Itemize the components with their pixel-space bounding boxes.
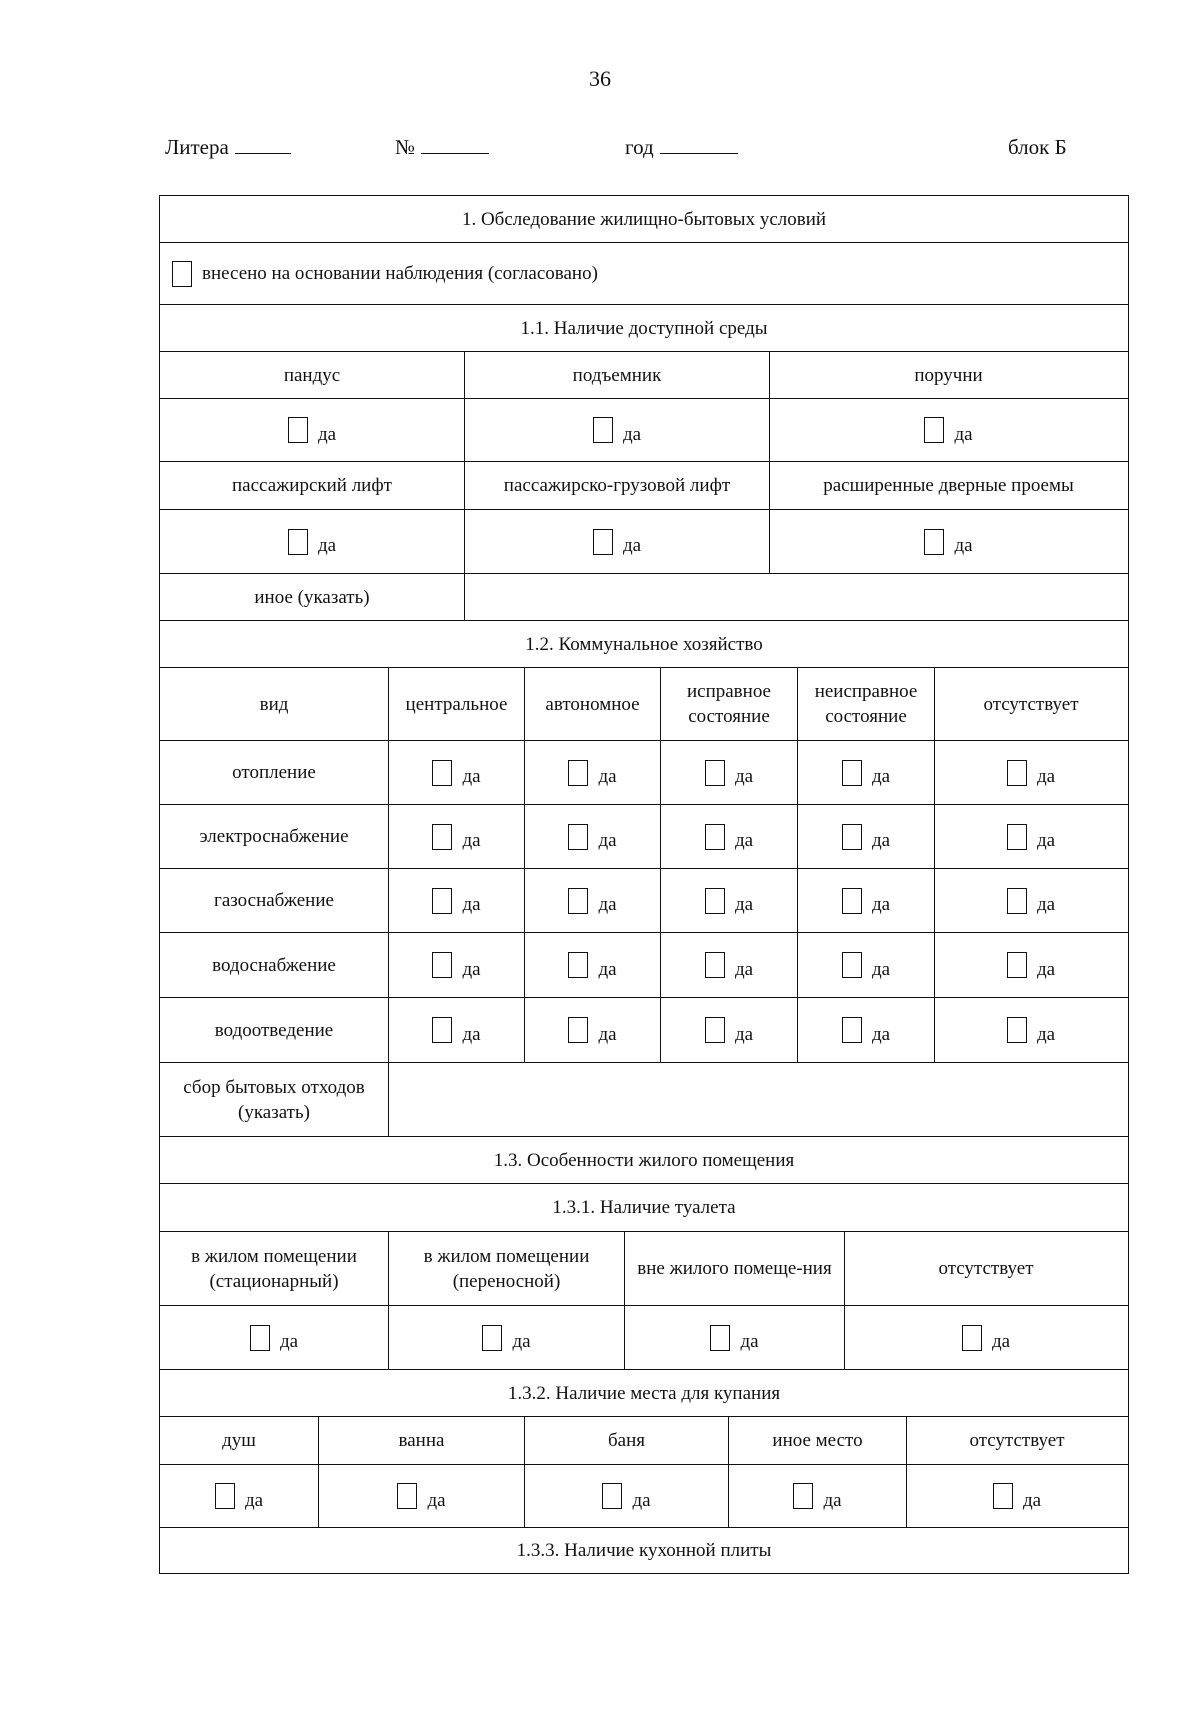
bath-checkbox[interactable] [318, 1465, 524, 1527]
number-field[interactable] [395, 135, 489, 160]
checkbox-box[interactable] [568, 760, 588, 786]
utilities-row [160, 998, 1128, 1063]
wide-doors-checkbox[interactable] [769, 510, 1127, 573]
survey-form [159, 195, 1129, 1574]
litera-field[interactable] [165, 135, 291, 160]
other-place-checkbox[interactable] [728, 1465, 906, 1527]
toilet-outside-checkbox[interactable] [624, 1306, 844, 1369]
accessibility-title: 1.1. Наличие доступной среды [520, 317, 768, 339]
utilities-col-central: центральное [388, 668, 524, 740]
yes-label: да [462, 958, 481, 980]
yes-label: да [1036, 830, 1056, 851]
number-label: № [395, 135, 416, 159]
stove-title-row [160, 1528, 1128, 1573]
yes-label: да [1036, 894, 1056, 915]
utility-faulty-checkbox[interactable] [797, 869, 934, 932]
bathing-title-row [160, 1370, 1128, 1417]
checkbox-box[interactable] [1007, 760, 1027, 786]
yes-label: да [991, 1331, 1011, 1352]
col-freight-lift: пассажирско-грузовой лифт [464, 462, 769, 509]
yes-label: да [598, 766, 617, 787]
checkbox-box[interactable] [482, 1325, 502, 1351]
yes-label: да [1036, 958, 1056, 980]
utility-absent-checkbox[interactable] [934, 998, 1127, 1062]
handrails-checkbox[interactable] [769, 399, 1127, 461]
checkbox-box[interactable] [593, 529, 613, 555]
utility-autonomous-checkbox[interactable] [524, 869, 660, 932]
checkbox-box[interactable] [705, 760, 725, 786]
checkbox-box[interactable] [288, 529, 308, 555]
utilities-row [160, 805, 1128, 869]
section-1-title-row [160, 196, 1128, 243]
accessibility-checkbox-row-1 [160, 399, 1128, 462]
utility-name: водоотведение [214, 1019, 334, 1041]
litera-label: Литера [165, 135, 229, 159]
accessibility-other-row [160, 574, 1128, 621]
utility-name: отопление [232, 762, 316, 783]
col-passenger-lift: пассажирский лифт [232, 475, 392, 496]
accessibility-header-row-2 [160, 462, 1128, 510]
bathing-title: 1.3.2. Наличие места для купания [507, 1382, 781, 1404]
checkbox-box[interactable] [250, 1325, 270, 1351]
yes-label: да [823, 1489, 842, 1511]
toilet-title-row [160, 1184, 1128, 1232]
observation-row [160, 243, 1128, 305]
accessibility-title-row [160, 305, 1128, 352]
bathing-header-row [160, 1417, 1128, 1465]
utility-name: газоснабжение [214, 890, 334, 911]
utility-autonomous-checkbox[interactable] [524, 933, 660, 997]
bathing-col-sauna: баня [524, 1417, 728, 1464]
utilities-col-faulty: неисправное состояние [797, 668, 934, 740]
yes-label: да [427, 1489, 446, 1511]
utility-central-checkbox[interactable] [388, 869, 524, 932]
utility-faulty-checkbox[interactable] [797, 741, 934, 804]
checkbox-box[interactable] [842, 760, 862, 786]
yes-label: да [598, 1023, 617, 1045]
col-lift: подъемник [464, 352, 769, 398]
yes-label: да [871, 958, 891, 980]
checkbox-box[interactable] [705, 952, 725, 978]
utilities-col-absent: отсутствует [934, 668, 1127, 740]
utilities-col-working: исправное состояние [660, 668, 797, 740]
yes-label: да [734, 830, 754, 851]
housing-title: 1.3. Особенности жилого помещения [493, 1149, 795, 1171]
utility-absent-checkbox[interactable] [934, 869, 1127, 932]
checkbox-box[interactable] [1007, 888, 1027, 914]
checkbox-box[interactable] [432, 824, 452, 850]
checkbox-box[interactable] [215, 1483, 235, 1509]
yes-label: да [1036, 766, 1056, 787]
utilities-row [160, 741, 1128, 805]
yes-label: да [740, 1331, 759, 1352]
utility-central-checkbox[interactable] [388, 933, 524, 997]
sauna-checkbox[interactable] [524, 1465, 728, 1527]
toilet-checkbox-row [160, 1306, 1128, 1370]
yes-label: да [734, 1023, 754, 1045]
utility-working-checkbox[interactable] [660, 805, 797, 868]
col-wide-doors: расширенные дверные проемы [769, 462, 1127, 509]
checkbox-box[interactable] [568, 824, 588, 850]
shower-checkbox[interactable] [160, 1465, 318, 1527]
checkbox-box[interactable] [842, 888, 862, 914]
yes-label: да [1036, 1023, 1056, 1045]
toilet-col-portable: в жилом помещении (переносной) [388, 1232, 624, 1305]
freight-lift-checkbox[interactable] [464, 510, 769, 573]
yes-label: да [598, 894, 617, 915]
checkbox-box[interactable] [568, 888, 588, 914]
toilet-title: 1.3.1. Наличие туалета [552, 1197, 736, 1218]
yes-label: да [622, 423, 642, 445]
utility-name: электроснабжение [199, 826, 349, 847]
yes-label: да [871, 830, 891, 851]
yes-label: да [871, 766, 891, 787]
utility-autonomous-checkbox[interactable] [524, 998, 660, 1062]
yes-label: да [317, 423, 337, 445]
checkbox-box[interactable] [710, 1325, 730, 1351]
checkbox-box[interactable] [842, 1017, 862, 1043]
checkbox-box[interactable] [172, 261, 192, 287]
col-ramp: пандус [283, 364, 341, 386]
yes-label: да [244, 1489, 264, 1511]
checkbox-box[interactable] [924, 529, 944, 555]
yes-label: да [462, 894, 481, 915]
yes-label: да [954, 423, 973, 445]
block-label: блок Б [1008, 135, 1067, 159]
yes-label: да [954, 535, 973, 556]
bathing-col-absent: отсутствует [906, 1417, 1127, 1464]
utilities-title-row [160, 621, 1128, 668]
checkbox-box[interactable] [593, 417, 613, 443]
ramp-checkbox[interactable] [160, 399, 464, 461]
utility-working-checkbox[interactable] [660, 998, 797, 1062]
toilet-header-row [160, 1232, 1128, 1306]
accessibility-header-row-1 [160, 352, 1128, 399]
stove-title: 1.3.3. Наличие кухонной плиты [516, 1540, 772, 1561]
passenger-lift-checkbox[interactable] [160, 510, 464, 573]
checkbox-box[interactable] [432, 760, 452, 786]
yes-label: да [734, 958, 754, 980]
checkbox-box[interactable] [602, 1483, 622, 1509]
checkbox-box[interactable] [924, 417, 944, 443]
checkbox-box[interactable] [1007, 952, 1027, 978]
utility-absent-checkbox[interactable] [934, 933, 1127, 997]
waste-row [160, 1063, 1128, 1137]
checkbox-box[interactable] [432, 952, 452, 978]
checkbox-box[interactable] [288, 417, 308, 443]
yes-label: да [622, 535, 642, 556]
yes-label: да [1022, 1489, 1042, 1511]
yes-label: да [871, 894, 891, 915]
checkbox-box[interactable] [842, 824, 862, 850]
checkbox-box[interactable] [705, 824, 725, 850]
page-number: 36 [589, 66, 611, 91]
utilities-col-autonomous: автономное [524, 668, 660, 740]
col-handrails: поручни [769, 352, 1127, 398]
toilet-stationary-checkbox[interactable] [160, 1306, 388, 1369]
yes-label: да [462, 766, 481, 787]
checkbox-box[interactable] [1007, 1017, 1027, 1043]
checkbox-box[interactable] [962, 1325, 982, 1351]
accessibility-checkbox-row-2 [160, 510, 1128, 574]
checkbox-box[interactable] [568, 1017, 588, 1043]
utility-name: водоснабжение [212, 954, 336, 976]
utility-working-checkbox[interactable] [660, 869, 797, 932]
yes-label: да [632, 1489, 651, 1511]
checkbox-box[interactable] [993, 1483, 1013, 1509]
yes-label: да [871, 1023, 891, 1045]
bathing-col-shower: душ [222, 1430, 256, 1451]
bathing-col-other: иное место [728, 1417, 906, 1464]
observation-note: внесено на основании наблюдения (согласовано) [202, 263, 598, 284]
toilet-portable-checkbox[interactable] [388, 1306, 624, 1369]
checkbox-box[interactable] [793, 1483, 813, 1509]
utilities-col-kind: вид [259, 693, 289, 715]
yes-label: да [462, 1023, 481, 1045]
utility-working-checkbox[interactable] [660, 741, 797, 804]
utility-working-checkbox[interactable] [660, 933, 797, 997]
housing-title-row [160, 1137, 1128, 1184]
yes-label: да [734, 894, 754, 915]
checkbox-box[interactable] [705, 1017, 725, 1043]
checkbox-box[interactable] [842, 952, 862, 978]
number-blank[interactable] [421, 135, 489, 154]
toilet-absent-checkbox[interactable] [844, 1306, 1127, 1369]
observation-checkbox[interactable] [160, 243, 1128, 304]
utility-faulty-checkbox[interactable] [797, 998, 934, 1062]
utility-absent-checkbox[interactable] [934, 741, 1127, 804]
year-blank[interactable] [660, 135, 738, 154]
checkbox-box[interactable] [397, 1483, 417, 1509]
bathing-col-bath: ванна [318, 1417, 524, 1464]
other-label: иное (указать) [254, 586, 370, 608]
litera-blank[interactable] [235, 135, 291, 154]
utility-faulty-checkbox[interactable] [797, 933, 934, 997]
yes-label: да [279, 1331, 299, 1352]
yes-label: да [598, 830, 617, 851]
utility-autonomous-checkbox[interactable] [524, 741, 660, 804]
year-label: год [625, 135, 654, 159]
yes-label: да [512, 1331, 531, 1352]
utilities-header-row [160, 668, 1128, 741]
other-input[interactable] [464, 574, 1127, 620]
yes-label: да [317, 535, 337, 556]
utility-autonomous-checkbox[interactable] [524, 805, 660, 868]
section-1-title: 1. Обследование жилищно-бытовых условий [461, 208, 827, 230]
bathing-absent-checkbox[interactable] [906, 1465, 1127, 1527]
utility-central-checkbox[interactable] [388, 741, 524, 804]
lift-checkbox[interactable] [464, 399, 769, 461]
toilet-col-outside: вне жилого помеще-ния [624, 1232, 844, 1305]
yes-label: да [734, 766, 754, 787]
yes-label: да [598, 958, 617, 980]
toilet-col-stationary: в жилом помещении (стационарный) [191, 1245, 357, 1292]
utility-central-checkbox[interactable] [388, 998, 524, 1062]
utility-absent-checkbox[interactable] [934, 805, 1127, 868]
checkbox-box[interactable] [432, 1017, 452, 1043]
utilities-title: 1.2. Коммунальное хозяйство [525, 633, 763, 655]
waste-input[interactable] [388, 1063, 1127, 1136]
checkbox-box[interactable] [432, 888, 452, 914]
yes-label: да [462, 830, 481, 851]
checkbox-box[interactable] [1007, 824, 1027, 850]
year-field[interactable] [625, 135, 738, 160]
toilet-col-absent: отсутствует [844, 1232, 1127, 1305]
utilities-row [160, 869, 1128, 933]
checkbox-box[interactable] [568, 952, 588, 978]
bathing-checkbox-row [160, 1465, 1128, 1528]
utility-faulty-checkbox[interactable] [797, 805, 934, 868]
utilities-row [160, 933, 1128, 998]
utility-central-checkbox[interactable] [388, 805, 524, 868]
checkbox-box[interactable] [705, 888, 725, 914]
waste-label: сбор бытовых отходов (указать) [183, 1076, 365, 1123]
